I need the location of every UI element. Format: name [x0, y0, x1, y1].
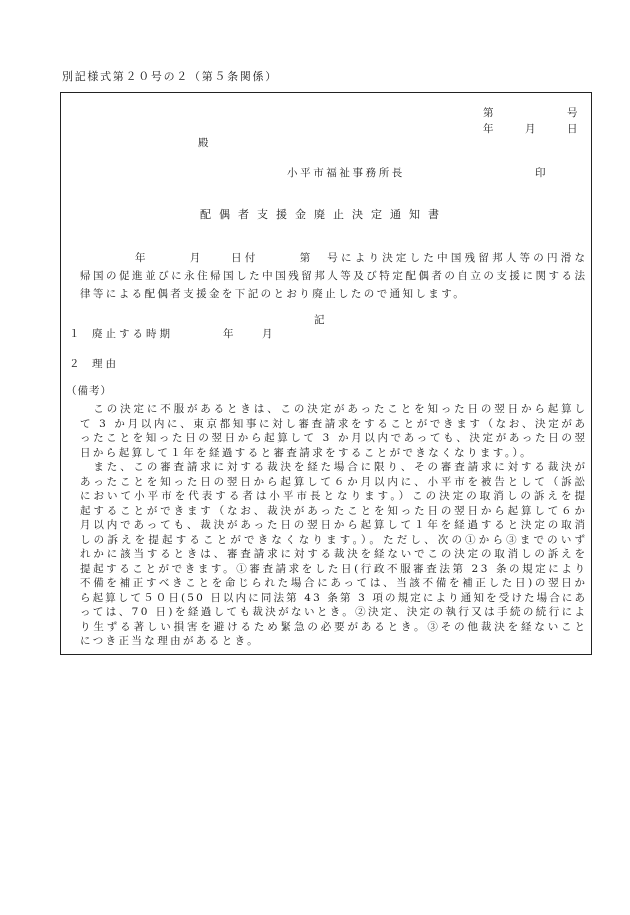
item-month-label: 月: [262, 328, 273, 340]
item-year-label: 年: [223, 328, 234, 340]
ki-heading: 記: [314, 314, 325, 326]
seal-mark: 印: [535, 167, 546, 179]
item-number: ２: [69, 358, 80, 370]
item-label-reason: 理由: [92, 358, 119, 370]
remarks-line: っては、70 日)を経過しても裁決がないとき。②決定、決定の執行又は手続の続行によ: [80, 606, 588, 618]
item-number: １: [69, 328, 80, 340]
remarks-heading: （備考）: [66, 385, 112, 397]
body-line: 帰国の促進並びに永住帰国した中国残留邦人等及び特定配偶者の自立の支援に関する法: [80, 270, 588, 282]
form-label: 別記様式第２０号の２（第５条関係）: [62, 70, 278, 83]
remarks-line: 提起することができます。①審査請求をした日(行政不服審査法第 23 条の規定により: [80, 562, 588, 575]
recipient-honorific: 殿: [198, 137, 209, 149]
remarks-line: て 3 か月以内に、東京都知事に対し審査請求をすることができます（なお、決定があ: [80, 417, 588, 430]
remarks-line: り生ずる著しい損害を避けるため緊急の必要があるとき。③その他裁決を経ないこと: [80, 620, 588, 633]
remarks-line: 日から起算して１年を経過すると審査請求をすることができなくなります。）。: [80, 446, 534, 459]
document-date-line: 年 月 日: [483, 123, 581, 135]
remarks-line: ったことを知った日の翌日から起算して 3 か月以内であっても、決定があった日の翌: [80, 432, 588, 444]
remarks-line: において小平市を代表する者は小平市長となります。）この決定の取消しの訴えを提: [80, 490, 589, 502]
remarks-line: 不備を補正すべきことを命じられた場合にあっては、当該不備を補正した日)の翌日か: [80, 577, 588, 589]
remarks-line: しの訴えを提起することができなくなります。）。ただし、次の①から③までのいず: [80, 533, 589, 546]
body-line: 律等による配偶者支援金を下記のとおり廃止したので通知します。: [80, 288, 467, 300]
remarks-line: 月以内であっても、裁決があった日の翌日から起算して１年を経過すると決定の取消: [80, 519, 588, 531]
remarks-line: また、この審査請求に対する裁決を経た場合に限り、その審査請求に対する裁決が: [80, 461, 588, 473]
document-number-line: 第 号: [483, 107, 581, 119]
notice-body: [80, 249, 589, 303]
remarks-body: [80, 402, 589, 649]
body-line: 年 月 日付 第 号により決定した中国残留邦人等の円滑な: [80, 252, 589, 264]
remarks-line: この決定に不服があるときは、この決定があったことを知った日の翌日から起算し: [80, 403, 588, 415]
remarks-line: につき正当な理由があるとき。: [80, 635, 260, 647]
remarks-line: あったことを知った日の翌日から起算して６か月以内に、小平市を被告として（訴訟: [80, 475, 588, 488]
remarks-line: 起することができます（なお、裁決があったことを知った日の翌日から起算して６か: [80, 504, 588, 517]
item-label-abolition-period: 廃止する時期: [92, 328, 173, 340]
remarks-line: れかに該当するときは、審査請求に対する裁決を経ないでこの決定の取消しの訴えを: [80, 548, 588, 560]
document-title: 配偶者支援金廃止決定通知書: [200, 208, 447, 221]
remarks-line: ら起算して５０日(50 日以内に同法第 43 条第 3 項の規定により通知を受けた場合にあ: [80, 591, 588, 604]
issuer-name: 小平市福祉事務所長: [287, 167, 405, 179]
